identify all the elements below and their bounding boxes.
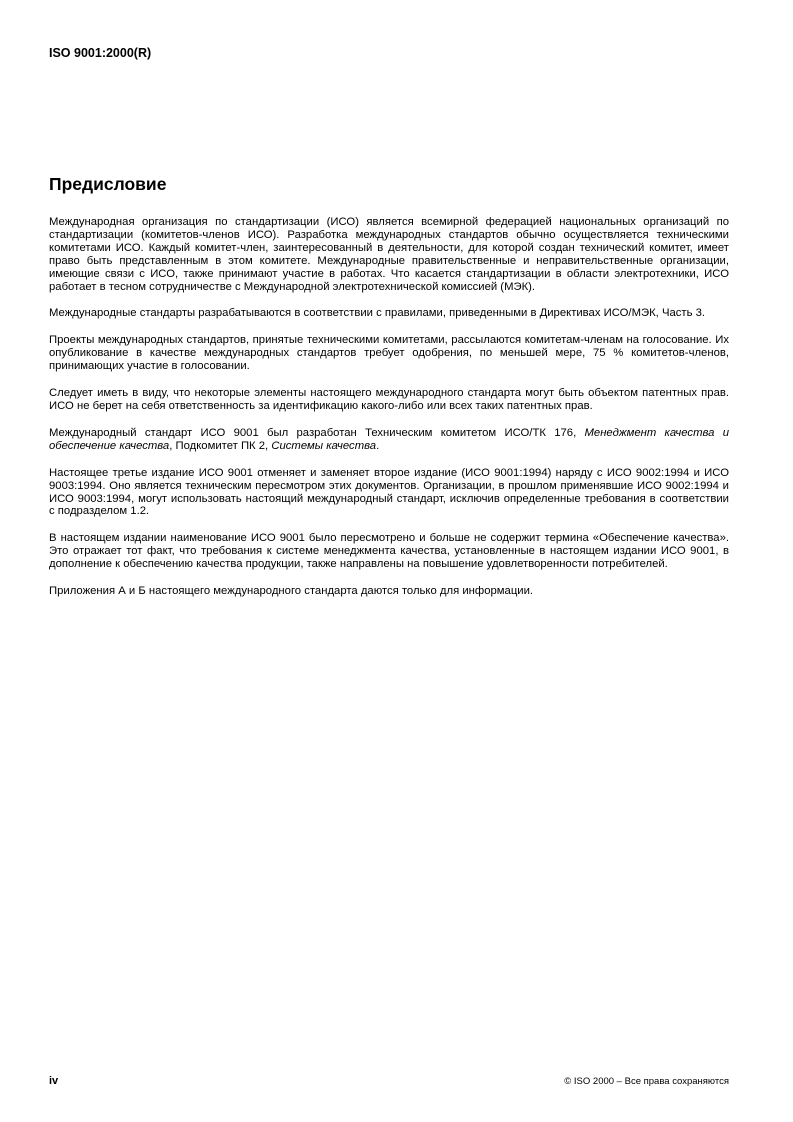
tc-italic-title: Менеджмент качества и обеспечение качества — [49, 426, 729, 452]
paragraph-technical-committee — [49, 427, 729, 453]
paragraph-third-edition: Настоящее третье издание ИСО 9001 отменяет и заменяет второе издание (ИСО 9001:1994) наряду с ИСО 9002:1994 и ИСО 9003:1994. Оно является техническим пересмотром этих документов. Организации, в прошлом применявшие ИСО 9002:1994 и ИСО 9003:1994, могут использовать настоящий международный стандарт, исключив определенные требования в соответствии с подразделом 1.2. — [49, 466, 729, 518]
tc-italic-subtitle: Системы качества — [271, 439, 377, 452]
paragraph-annexes: Приложения А и Б настоящего международного стандарта даются только для информации. — [49, 585, 534, 598]
copyright-notice: © ISO 2000 – Все права сохраняются — [564, 1076, 729, 1087]
document-id-header: ISO 9001:2000(R) — [49, 46, 152, 60]
paragraph-iso-organization: Международная организация по стандартизации (ИСО) является всемирной федерацией национальных организаций по стандартизации (комитетов-членов ИСО). Разработка международных стандартов обычно осуществляется техническими комитетами ИСО. Каждый комитет-член, заинтересованный в деятельности, для которой создан технический комитет, имеет право быть представленным в этом комитете. Международные правительственные и неправительственные организации, имеющие связи с ИСО, также принимают участие в работах. Что касается стандартизации в области электротехники, ИСО работает в тесном сотрудничестве с Международной электротехнической комиссией (МЭК). — [49, 216, 729, 293]
foreword-body — [49, 216, 729, 612]
page-number: iv — [49, 1075, 59, 1087]
tc-text-part3: . — [376, 439, 380, 452]
page-title: Предисловие — [49, 174, 167, 194]
paragraph-voting: Проекты международных стандартов, принятые техническими комитетами, рассылаются комитетам-членам на голосование. Их опубликование в качестве международных стандартов требует одобрения, по меньшей мере, 75 % комитетов-членов, принимающих участие в голосовании. — [49, 334, 729, 373]
paragraph-directives: Международные стандарты разрабатываются в соответствии с правилами, приведенными в Директивах ИСО/МЭК, Часть 3. — [49, 307, 706, 320]
tc-text-part1: Международный стандарт ИСО 9001 был разработан Техническим комитетом ИСО/ТК 176, — [49, 426, 585, 439]
tc-text-part2: , Подкомитет ПК 2, — [169, 439, 272, 452]
paragraph-title-revision: В настоящем издании наименование ИСО 9001 было пересмотрено и больше не содержит термина «Обеспечение качества». Это отражает тот факт, что требования к системе менеджмента качества, установленные в настоящем издании ИСО 9001, в дополнение к обеспечению качества продукции, также направлены на повышение удовлетворенности потребителей. — [49, 532, 729, 571]
paragraph-patent-rights: Следует иметь в виду, что некоторые элементы настоящего международного стандарта могут быть объектом патентных прав. ИСО не берет на себя ответственность за идентификацию какого-либо или всех таких патентных прав. — [49, 387, 729, 412]
